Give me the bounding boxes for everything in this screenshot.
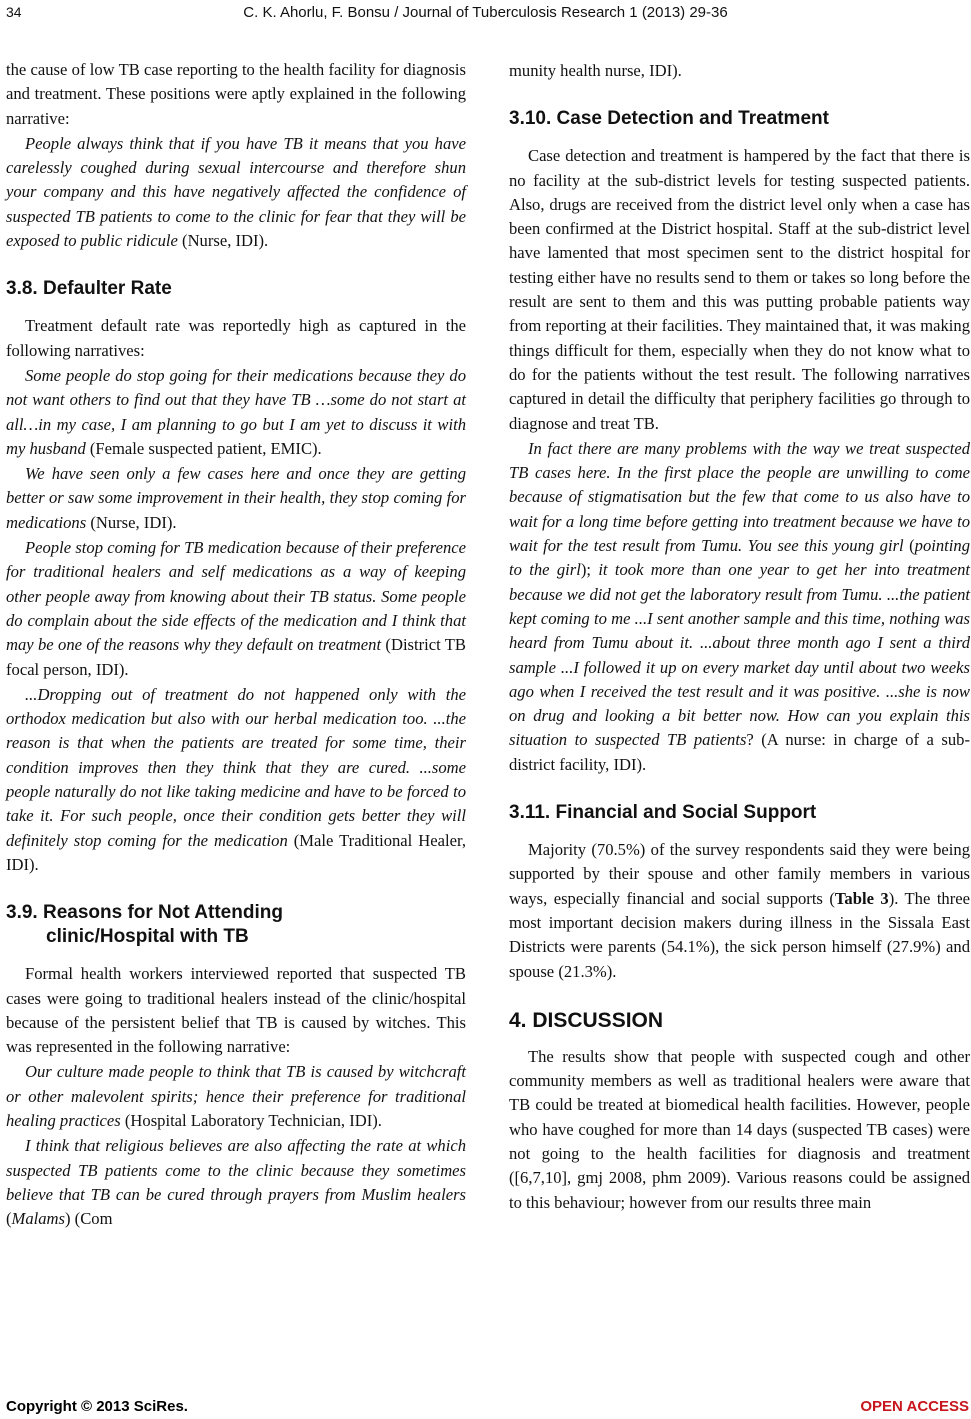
section-heading-3-10: 3.10. Case Detection and Treatment [509, 108, 829, 130]
heading-line: 3.9. Reasons for Not Attending [6, 902, 283, 924]
quote-paragraph [6, 1060, 466, 1133]
quote-paragraph [6, 536, 466, 682]
copyright-notice: Copyright © 2013 SciRes. [6, 1398, 188, 1415]
page-footer [6, 1398, 969, 1418]
quote-source: (Female suspected patient, EMIC). [85, 438, 322, 458]
quote-text: Some people do stop going for their medications because they do not want others to find out that they have TB …some do not start at all…in my case, I am planning to go but I am yet to discuss it with my husband [6, 365, 466, 458]
quote-text: We have seen only a few cases here and once they are getting better or saw some improvement in their health, they stop coming for medications [6, 464, 466, 532]
page-header [0, 0, 971, 30]
quote-paragraph [6, 1134, 466, 1231]
paragraph: the cause of low TB case reporting to the health facility for diagnosis and treatment. These positions were aptly explained in the following narrative: [6, 60, 466, 128]
section-heading-3-9 [6, 901, 466, 949]
quote-paragraph [6, 462, 466, 535]
quote-paragraph [6, 364, 466, 461]
quote-source: (District TB focal person, IDI). [6, 635, 466, 679]
table-reference-link[interactable]: Table 3 [834, 888, 889, 908]
quote-text: People stop coming for TB medication because of their preference for traditional healers and self medications as a way of keeping other people away from knowing about their TB status. Some people do complain about the side effects of the medication and I think that may be one of the reasons why they default on treatment [6, 538, 466, 655]
quote-term: Malams [11, 1209, 65, 1229]
paragraph: Formal health workers interviewed reported that suspected TB cases were going to traditional healers instead of the clinic/hospital because of the persistent belief that TB is caused by witches. This was represented in the following narrative: [6, 964, 466, 1057]
quote-source: (Nurse, IDI). [86, 512, 177, 532]
page-number: 34 [6, 4, 22, 20]
quote-text: ( [903, 536, 915, 556]
quote-source: (Hospital Laboratory Technician, IDI). [120, 1110, 382, 1130]
section-heading-3-11: 3.11. Financial and Social Support [509, 802, 817, 824]
quote-paragraph [6, 683, 466, 877]
quote-text: ...Dropping out of treatment do not happened only with the orthodox medication but also with our herbal medication too. ...the reason is that when the patients are treated for some time, their condition improves then they think that they are cured. ...some people naturally do not like taking medicine and have to be forced to take it. For such people, once their condition gets better they will definitely stop coming for the medication [6, 684, 466, 850]
right-column [509, 59, 970, 1216]
paragraph [509, 838, 970, 984]
heading-line: clinic/Hospital with TB [46, 926, 249, 948]
quote-text: it took more than one year to get her into treatment because we did not get the laboratory result from Tumu. ...the patient kept coming to me ...I sent another sample and this time, nothing was heard from Tumu about it. ...about three month ago I sent a third sample ...I followed it up on every market day until about two weeks ago when I received the test result and it was positive. ...she is now on drug and looking a bit better now. How can you explain this situation to suspected TB patients [509, 560, 970, 750]
paragraph: munity health nurse, IDI). [509, 61, 682, 80]
running-head: C. K. Ahorlu, F. Bonsu / Journal of Tuberculosis Research 1 (2013) 29-36 [243, 4, 728, 21]
quote-text: ); [580, 560, 599, 580]
quote-text: In fact there are many problems with the way we treat suspected TB cases here. In the first place the people are unwilling to come because of stigmatisation but the few that come to us also have to wait for a long time before getting into treatment because we have to wait for the test result from Tumu. You see this young girl [509, 438, 970, 556]
quote-source: (Nurse, IDI). [177, 231, 269, 251]
paragraph-text: Majority (70.5%) of the survey respondents said they were being supported by their spouse and other family members in various ways, especially financial and social supports ( [509, 840, 970, 908]
quote-source: (Male Traditional Healer, IDI). [6, 830, 466, 874]
quote-source: ) (Com [65, 1209, 113, 1229]
quote-text: pointing to the girl [509, 536, 970, 580]
left-column [6, 58, 466, 1232]
section-heading-3-8: 3.8. Defaulter Rate [6, 278, 172, 300]
quote-paragraph [6, 132, 466, 253]
paragraph-text: ). The three most important decision makers during illness in the Sissala East Districts were parents (54.1%), the sick person himself (27.9%) and spouse (21.3%). [509, 888, 970, 981]
quote-text: I think that religious believes are also affecting the rate at which suspected TB patients come to the clinic because they sometimes believe that TB can be cured through prayers from Muslim healers [6, 1136, 466, 1204]
section-heading-4: 4. DISCUSSION [509, 1008, 664, 1032]
paragraph: Treatment default rate was reportedly high as captured in the following narratives: [6, 316, 466, 360]
quote-source: ? (A nurse: in charge of a sub-district facility, IDI). [509, 730, 970, 774]
quote-source: ( [6, 1209, 12, 1229]
paragraph: The results show that people with suspected cough and other community members as well as traditional healers were aware that TB could be treated at biomedical health facilities. However, people who have coughed for more than 14 days (suspected TB cases) were not going to the health facilities for diagnosis and treatment ([6,7,10], gmj 2008, phm 2009). Various reasons could be assigned to this behaviour; however from our results three main [509, 1046, 970, 1212]
paragraph: Case detection and treatment is hampered by the fact that there is no facility at the sub-district levels for testing suspected patients. Also, drugs are received from the district level only when a case has been confirmed at the District hospital. Staff at the sub-district level have lamented that most specimen sent to the district hospital for testing either have no results send to them or takes so long before the result are sent to them and this was putting probable patients way from reporting at their facilities. They maintained that, it was making things difficult for them, especially when they do not know what to do for the patients without the test result. The following narratives captured in detail the difficulty that periphery facilities go through to diagnose and treat TB. [509, 146, 970, 433]
open-access-label: OPEN ACCESS [860, 1398, 969, 1415]
quote-text: People always think that if you have TB it means that you have carelessly coughed during sexual intercourse and therefore shun your company and this have negatively affected the confidence of suspected TB patients to come to the clinic for fear that they will be exposed to public ridicule [6, 133, 466, 251]
quote-text: Our culture made people to think that TB is caused by witchcraft or other malevolent spirits; hence their preference for traditional healing practices [6, 1062, 466, 1130]
quote-paragraph [509, 437, 970, 777]
